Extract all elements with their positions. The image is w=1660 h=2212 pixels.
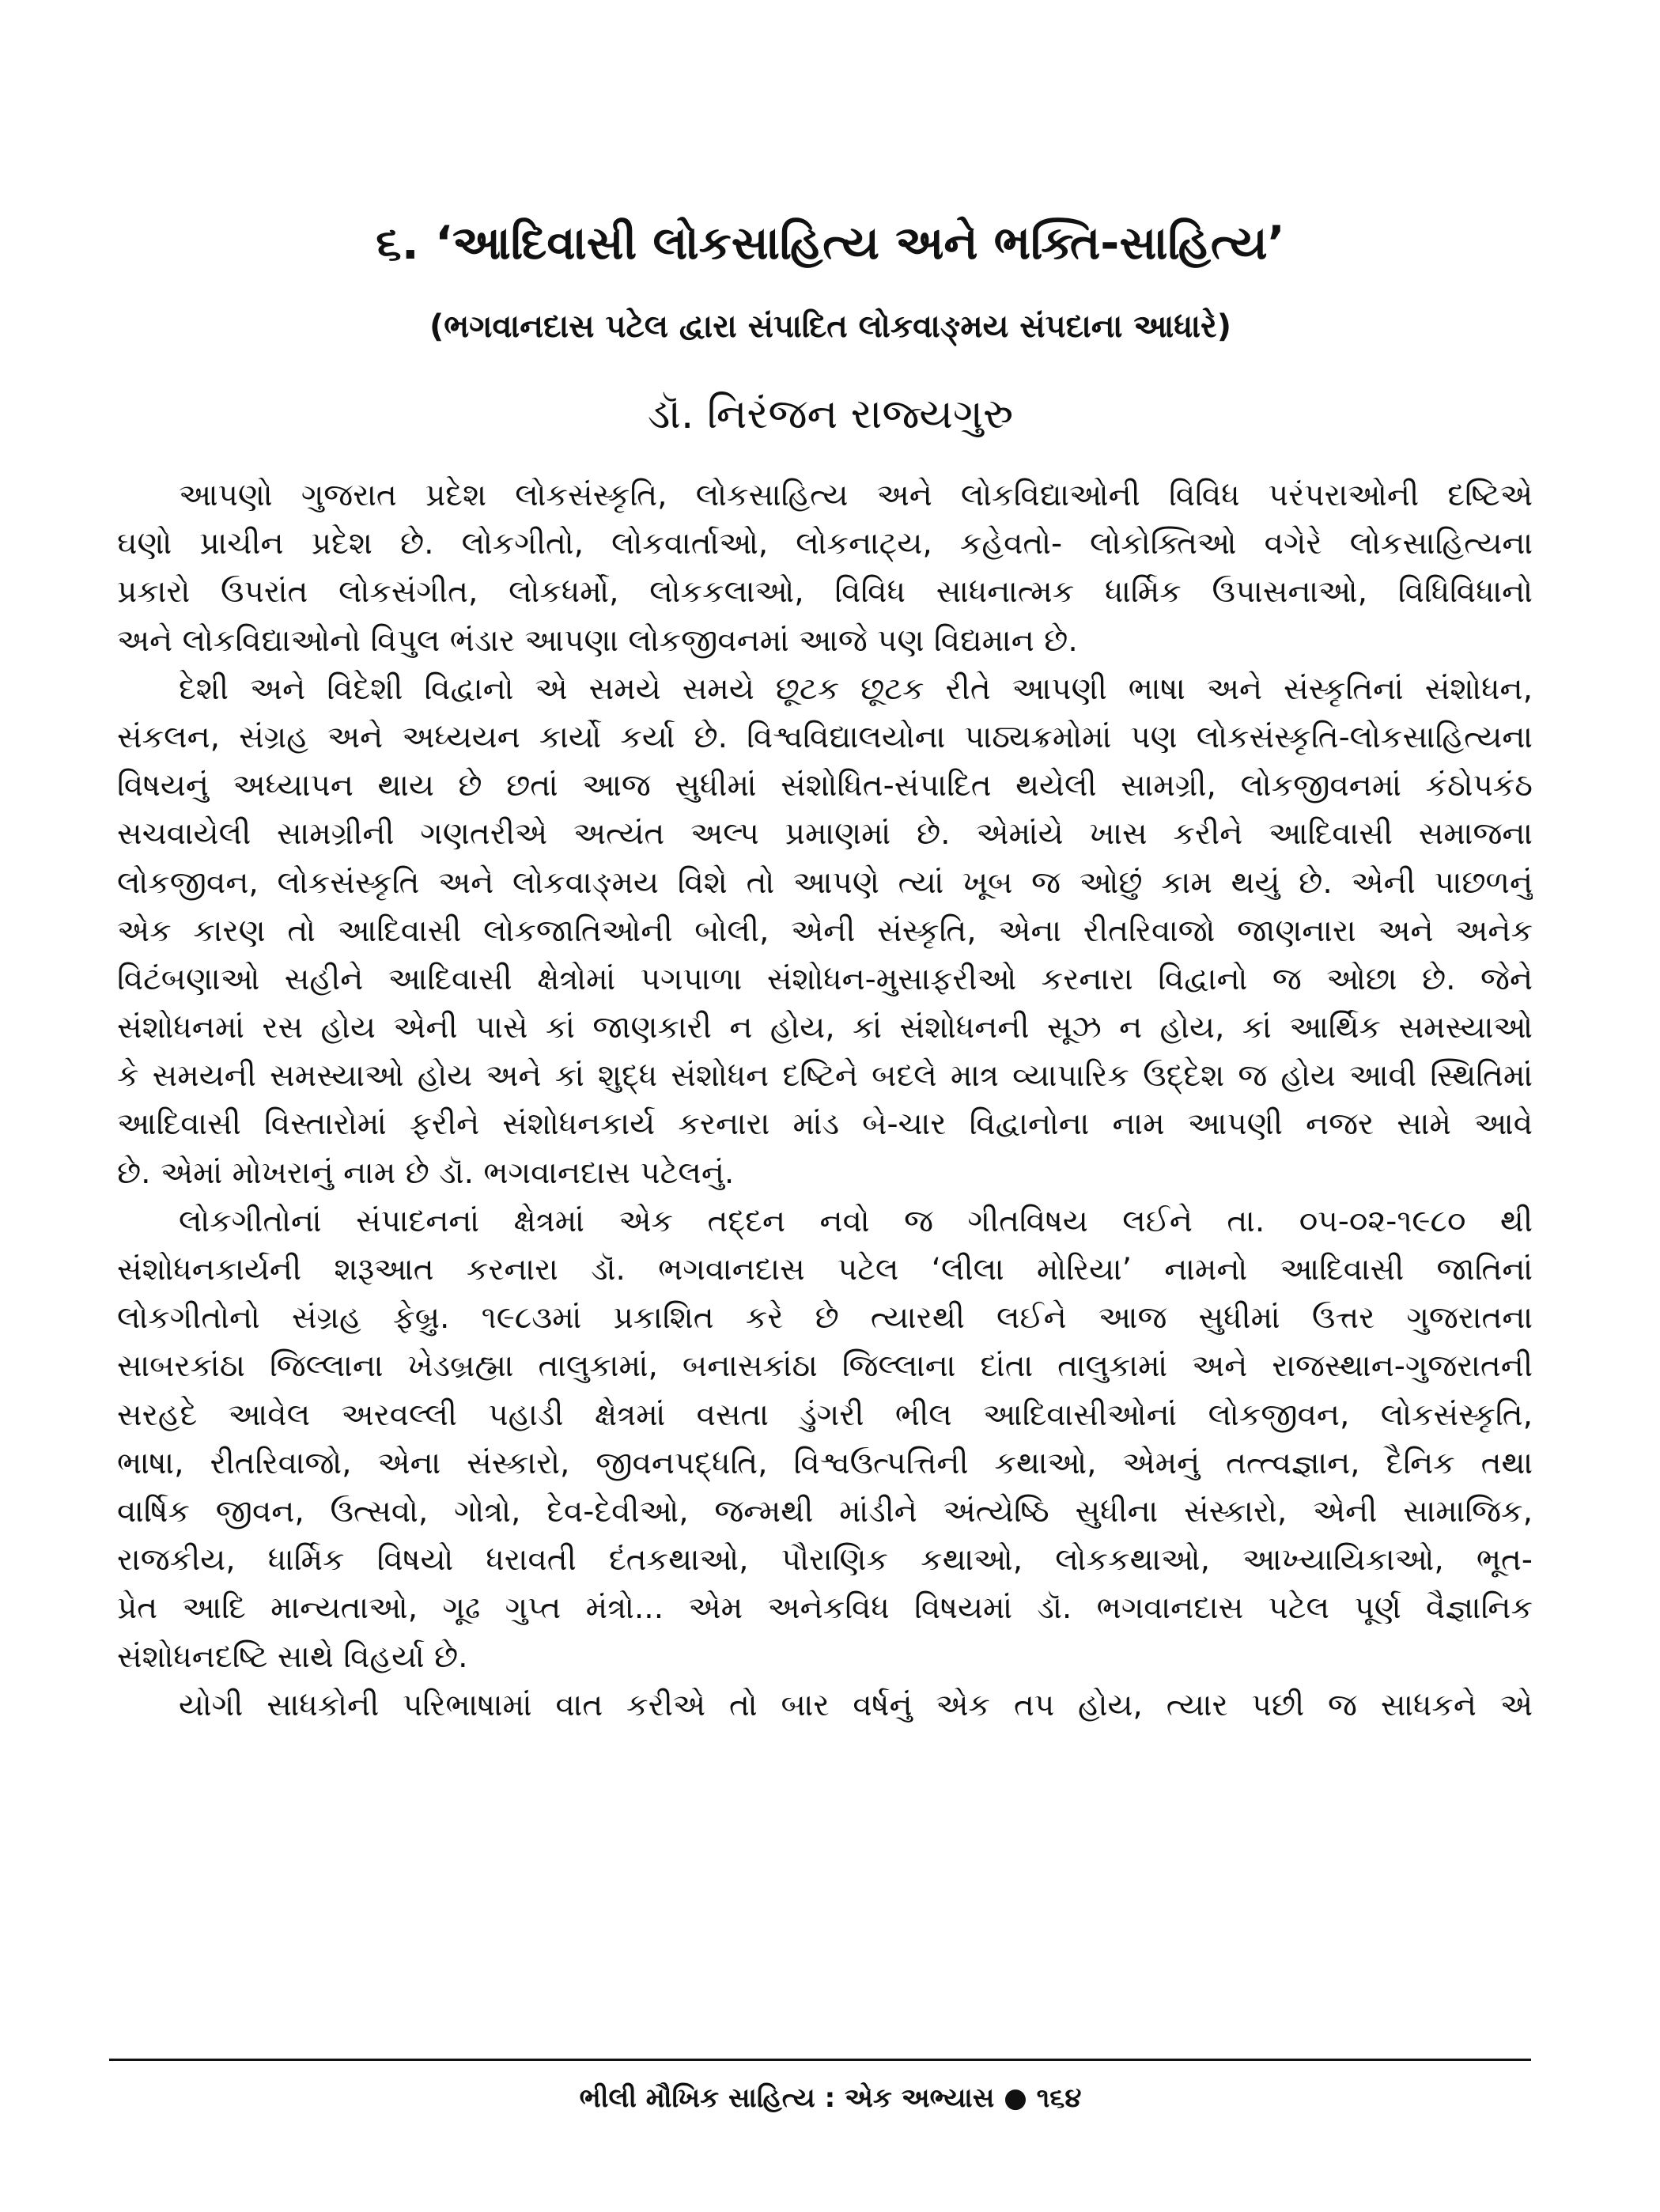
body-line: કે સમયની સમસ્યાઓ હોય અને કાં શુદ્ધ સંશોધન દષ્ટિને બદલે માત્ર વ્યાપારિક ઉદ્દેશ જ હોય આવી સ્થિતિમાં	[117, 1058, 1533, 1095]
body-line: સંકલન, સંગ્રહ અને અધ્યયન કાર્યો કર્યા છે. વિશ્વવિદ્યાલયોના પાઠ્યક્રમોમાં પણ લોકસંસ્કૃતિ-લોકસાહિત્યના	[117, 719, 1533, 755]
body-line: સંશોધનમાં રસ હોય એની પાસે કાં જાણકારી ન હોય, કાં સંશોધનની સૂઝ ન હોય, કાં આર્થિક સમસ્યાઓ	[117, 1010, 1533, 1046]
body-line: ઘણો પ્રાચીન પ્રદેશ છે. લોકગીતો, લોકવાર્તાઓ, લોકનાટ્ય, કહેવતો- લોકોક્તિઓ વગેરે લોકસાહિત્યના	[117, 526, 1533, 562]
body-line: અને લોકવિદ્યાઓનો વિપુલ ભંડાર આપણા લોકજીવનમાં આજે પણ વિદ્યમાન છે.	[117, 622, 1078, 659]
chapter-subtitle: (ભગવાનદાસ પટેલ દ્વારા સંપાદિત લોકવાઙ્મય સંપદાના આધારે)	[429, 308, 1231, 345]
body-text	[117, 471, 1533, 1730]
chapter-title: ૬. ‘આદિવાસી લોકસાહિત્ય અને ભક્તિ-સાહિત્ય’	[376, 216, 1285, 270]
author-name: ડૉ. નિરંજન રાજ્યગુરુ	[647, 391, 1014, 438]
body-line: લોકગીતોનો સંગ્રહ ફેબ્રુ. ૧૯૮૩માં પ્રકાશિત કરે છે ત્યારથી લઈને આજ સુધીમાં ઉત્તર ગુજરાતના	[117, 1300, 1533, 1337]
body-line: સાબરકાંઠા જિલ્લાના ખેડબ્રહ્મા તાલુકામાં, બનાસકાંઠા જિલ્લાના દાંતા તાલુકામાં અને રાજસ્થાન-ગુજરાતની	[117, 1348, 1533, 1385]
body-line: લોકજીવન, લોકસંસ્કૃતિ અને લોકવાઙ્મય વિશે તો આપણે ત્યાં ખૂબ જ ઓછું કામ થયું છે. એની પાછળનું	[117, 864, 1533, 901]
page-footer: ભીલી મૌખિક સાહિત્ય : એક અભ્યાસ ● ૧૬૪	[579, 2082, 1082, 2114]
body-line: છે. એમાં મોખરાનું નામ છે ડૉ. ભગવાનદાસ પટેલનું.	[117, 1155, 735, 1191]
body-line: સરહદે આવેલ અરવલ્લી પહાડી ક્ષેત્રમાં વસતા ડુંગરી ભીલ આદિવાસીઓનાં લોકજીવન, લોકસંસ્કૃતિ,	[117, 1397, 1533, 1433]
body-line: સંશોધનકાર્યની શરૂઆત કરનારા ડૉ. ભગવાનદાસ પટેલ ‘લીલા મોરિયા’ નામનો આદિવાસી જાતિનાં	[117, 1252, 1533, 1287]
body-line: રાજકીય, ધાર્મિક વિષયો ધરાવતી દંતકથાઓ, પૌરાણિક કથાઓ, લોકકથાઓ, આખ્યાયિકાઓ, ભૂત-	[117, 1542, 1533, 1579]
body-line: વિષયનું અધ્યાપન થાય છે છતાં આજ સુધીમાં સંશોધિત-સંપાદિત થયેલી સામગ્રી, લોકજીવનમાં કંઠોપકંઠ	[117, 768, 1533, 804]
body-line: ભાષા, રીતરિવાજો, એના સંસ્કારો, જીવનપદ્ધતિ, વિશ્વઉત્પત્તિની કથાઓ, એમનું તત્ત્વજ્ઞાન, દૈનિક તથા	[117, 1445, 1533, 1481]
body-line: યોગી સાધકોની પરિભાષામાં વાત કરીએ તો બાર વર્ષનું એક તપ હોય, ત્યાર પછી જ સાધકને એ	[179, 1687, 1533, 1723]
body-line: દેશી અને વિદેશી વિદ્વાનો એ સમયે સમયે છૂટક છૂટક રીતે આપણી ભાષા અને સંસ્કૃતિનાં સંશોધન,	[179, 671, 1533, 707]
body-line: પ્રકારો ઉપરાંત લોકસંગીત, લોકધર્મો, લોકકલાઓ, વિવિધ સાધનાત્મક ધાર્મિક ઉપાસનાઓ, વિધિવિધાનો	[117, 574, 1533, 611]
body-line: સંશોધનદષ્ટિ સાથે વિહર્યા છે.	[117, 1639, 468, 1675]
body-line: સચવાયેલી સામગ્રીની ગણતરીએ અત્યંત અલ્પ પ્રમાણમાં છે. એમાંયે ખાસ કરીને આદિવાસી સમાજના	[117, 816, 1533, 853]
body-line: આપણો ગુજરાત પ્રદેશ લોકસંસ્કૃતિ, લોકસાહિત્ય અને લોકવિદ્યાઓની વિવિધ પરંપરાઓની દષ્ટિએ	[179, 478, 1533, 513]
body-line: એક કારણ તો આદિવાસી લોકજાતિઓની બોલી, એની સંસ્કૃતિ, એના રીતરિવાજો જાણનારા અને અનેક	[117, 913, 1533, 949]
body-line: પ્રેત આદિ માન્યતાઓ, ગૂઢ ગુપ્ત મંત્રો... એમ અનેકવિધ વિષયમાં ડૉ. ભગવાનદાસ પટેલ પૂર્ણ વૈજ્ઞાનિક	[117, 1590, 1533, 1627]
body-line: લોકગીતોનાં સંપાદનનાં ક્ષેત્રમાં એક તદ્દન નવો જ ગીતવિષય લઈને તા. ૦૫-૦૨-૧૯૮૦ થી	[179, 1203, 1533, 1239]
body-line: આદિવાસી વિસ્તારોમાં ફરીને સંશોધનકાર્ય કરનારા માંડ બે-ચાર વિદ્વાનોના નામ આપણી નજર સામે આવે	[117, 1106, 1533, 1143]
body-line: વિટંબણાઓ સહીને આદિવાસી ક્ષેત્રોમાં પગપાળા સંશોધન-મુસાફરીઓ કરનારા વિદ્વાનો જ ઓછા છે. જેને	[117, 961, 1533, 997]
body-line: વાર્ષિક જીવન, ઉત્સવો, ગોત્રો, દેવ-દેવીઓ, જન્મથી માંડીને અંત્યેષ્ઠિ સુધીના સંસ્કારો, એની સામાજિક,	[117, 1493, 1533, 1529]
footer-divider	[109, 2059, 1531, 2061]
